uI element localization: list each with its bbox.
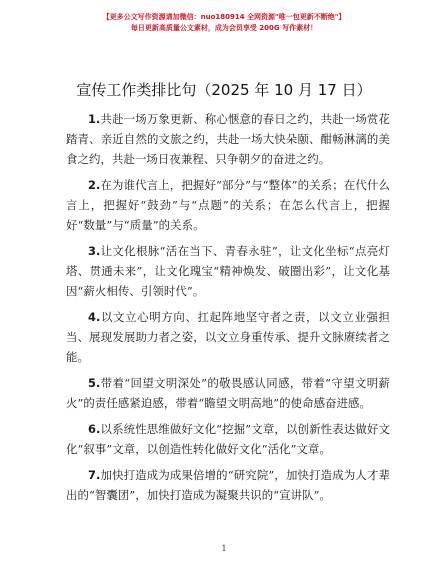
paragraph-5 bbox=[66, 373, 390, 413]
paragraph-text: 带着“回望文明深处”的敬畏感认同感，带着“守望文明薪火”的责任感紧迫感，带着“瞻望文明高地”的使命感奋进感。 bbox=[66, 376, 390, 410]
paragraph-text: 以系统性思维做好文化“挖掘”文章，以创新性表达做好文化“叙事”文章，以创造性转化做好文化“活化”文章。 bbox=[66, 422, 390, 456]
paragraph-number: 7. bbox=[88, 468, 101, 482]
document-body bbox=[66, 109, 390, 511]
paragraph-number: 1. bbox=[88, 112, 101, 126]
paragraph-number: 3. bbox=[88, 244, 101, 258]
paragraph-text: 在为谁代言上，把握好“部分”与“整体”的关系；在代什么言上，把握好“鼓劲”与“点题”的关系；在怎么代言上，把握好“数量”与“质量”的关系。 bbox=[66, 178, 390, 232]
paragraph-text: 以文立心明方向、扛起阵地坚守者之责，以文立业强担当、展现发展助力者之姿，以文立身重传承、提升文脉赓续者之能。 bbox=[66, 310, 390, 364]
page-number: 1 bbox=[221, 544, 227, 553]
paragraph-text: 共赴一场万象更新、称心惬意的春日之约，共赴一场赏花踏青、亲近自然的文旅之约，共赴一场大快朵颐、酣畅淋漓的美食之约，共赴一场日夜兼程、只争朝夕的奋进之约。 bbox=[66, 112, 390, 166]
paragraph-6 bbox=[66, 419, 390, 459]
document-title: 宣传工作类排比句（2025 年 10 月 17 日） bbox=[76, 81, 372, 99]
paragraph-text: 让文化根脉“活在当下、青春永驻”，让文化坐标“点亮灯塔、贯通未来”，让文化瑰宝“精神焕发、破圈出彩”，让文化基因“薪火相传、引领时代”。 bbox=[66, 244, 390, 298]
paragraph-number: 4. bbox=[88, 310, 101, 324]
paragraph-4 bbox=[66, 307, 390, 367]
promo-banner-line-1: 【更多公文写作资源请加微信：nuo180914 全网资源"唯一包更新不断绝"】 bbox=[102, 13, 346, 21]
paragraph-text: 加快打造成为成果倍增的“研究院”，加快打造成为人才辈出的“智囊团”，加快打造成为凝聚共识的“宣讲队”。 bbox=[66, 468, 390, 502]
paragraph-3 bbox=[66, 241, 390, 301]
paragraph-1 bbox=[66, 109, 390, 169]
paragraph-number: 5. bbox=[88, 376, 101, 390]
promo-banner-line-2: 每日更新高质量公文素材，成为会员享受 200G 写作素材！ bbox=[130, 24, 318, 32]
paragraph-number: 6. bbox=[88, 422, 101, 436]
paragraph-7 bbox=[66, 465, 390, 505]
paragraph-2 bbox=[66, 175, 390, 235]
paragraph-number: 2. bbox=[88, 178, 101, 192]
promo-banner bbox=[0, 12, 448, 34]
